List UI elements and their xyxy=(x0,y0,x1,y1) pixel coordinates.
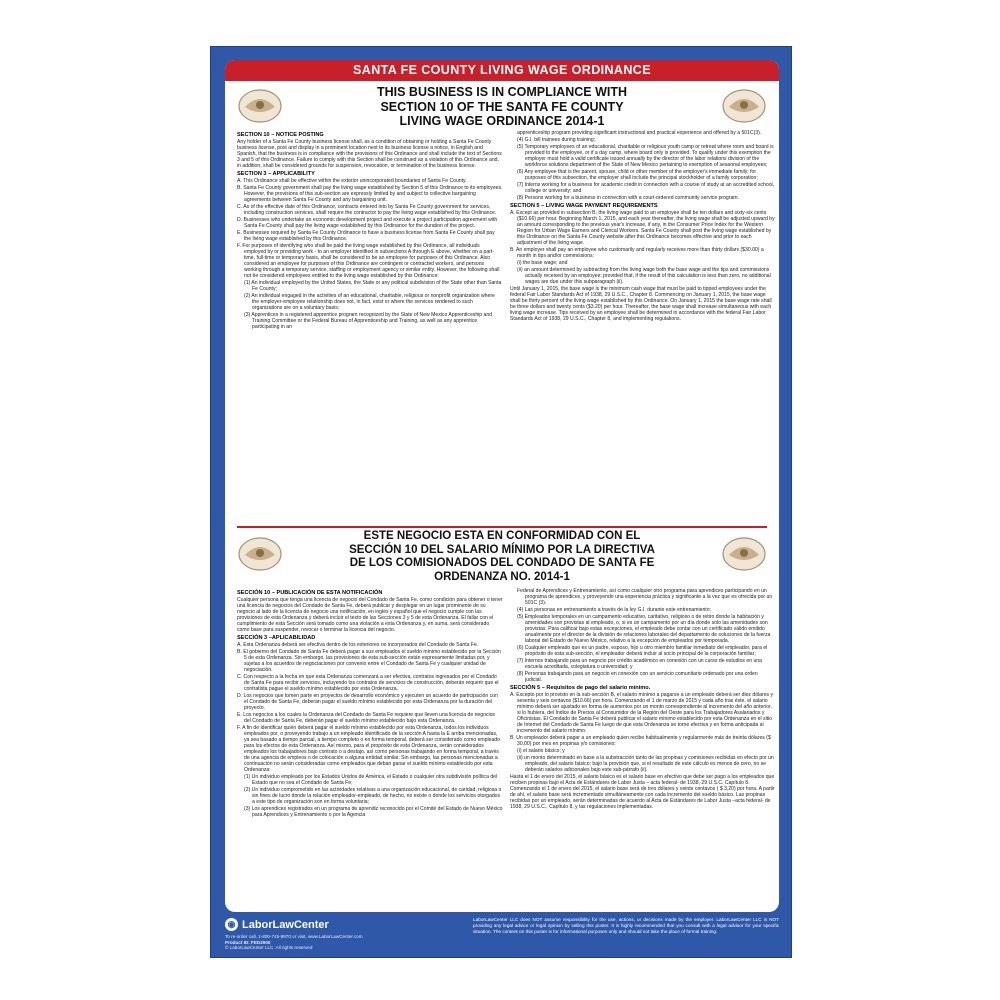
paragraph: B. Un empleador deberá pagar a un empleado quien recibe habitualmente y regularmente más de treinta dólares ($ 30,00) por mes en propinas y/o comisiones: xyxy=(510,735,771,747)
banner-title: SANTA FE COUNTY LIVING WAGE ORDINANCE xyxy=(225,60,779,81)
section-heading: SECTION 5 – LIVING WAGE PAYMENT REQUIREMENTS xyxy=(510,203,658,209)
paragraph: (4) G.I. bill trainees during training; xyxy=(517,137,596,143)
paragraph: Until January 1, 2015, the base wage is the minimum cash wage that must be paid to tipped employees under the federal Fair Labor Standards Act of 1938, 29 U.S.C., Chapter 8. Commencing on January 1, 2015, the base wage shall be thirty percent of the living wage established by this Ordinance. On January 1, 2015 the base wage rate shall be three dollars and twenty cents ($3.20) per hour. Thereafter, the base wage shall increase simultaneous with each living wage increase. Tips received by an employee shall be determined in accordance with the federal Fair Labor Standards Act of 1938, 29 U.S.C., Chapter 8, and implementing regulations. xyxy=(510,286,772,322)
english-column-right xyxy=(510,130,776,522)
spanish-column-left xyxy=(237,588,503,906)
section-heading: SECCIÓN 3 –APLICABILIDAD xyxy=(237,635,316,641)
paragraph: (ii) un monto determinado en base a la substracción tanto de las propinas y comisiones recibidas en efecto por un empleado, del salario básico; bajo la provisión que, si el resultado de este cálculo es menos de cero, no se deberán salarios adicionales bajo este sub-párrafo (ii). xyxy=(517,755,774,773)
globe-icon: ◉ xyxy=(225,918,238,931)
company-logo: ◉ LaborLawCenter xyxy=(225,918,329,931)
paragraph: (7) Interns working for a business for academic credit in connection with a course of study at an accredited school, college or university; and xyxy=(517,182,775,194)
paragraph: F. A fin de identificar quién deberá pagar el sueldo mínimo establecido por esta Ordenanza, todos los individuos empleados por, o proveyendo trabajo a un empleado identificado de la sección A hasta la E arriba mencionadas, ya sea basado a tiempo parcial, a tiempo completo o en forma temporal, deberá ser considerado como empleado para los efectos de esta Ordenanza. Así mismo, para el propósito de esta Ordenanza, serán considerados empleados los trabajadores bajo contrato o a destajo, así como personas trabajando en forma temporal, a través de una agencia de empleos o de colocación o alguna entidad similar. Sin embargo, las personas mencionadas a continuación no serán consideradas como empleados que deban ganar el sueldo mínimo establecido por esta Ordenanza: xyxy=(237,725,500,773)
paragraph: (ii) an amount determined by subtracting from the living wage both the base wage and the tips and commissions actually received by an employee; provided that, if the result of this calculation is less than zero, no additional wages are due under this subparagraph (ii). xyxy=(517,267,771,285)
paragraph: C. Con respecto a la fecha en que esta Ordenanza comenzará a ser efectiva, contratos ingresados por el Condado de Santa Fe para recibir servicios, incluyendo los contratos de servicios de construcción, deberán requerir que el contratista pague el sueldo mínimo establecido por esta Ordenanza. xyxy=(237,674,499,692)
paragraph: B. Santa Fe County government shall pay the living wage established by Section 5 of this Ordinance to its employees. However, the provisions of this sub-section are expressly limited by and subject to collective bargaining agreements between Santa Fe County and any bargaining unit. xyxy=(237,185,503,203)
paragraph: C. As of the effective date of this Ordinance, contracts entered into by Santa Fe County government for services, including construction services, shall require the contractor to pay the living wage established by this Ordinance. xyxy=(237,204,497,216)
poster xyxy=(210,46,792,958)
county-seal-icon xyxy=(237,87,283,125)
copyright: © LaborLawCenter LLC. All rights reserved xyxy=(225,945,313,951)
paragraph: D. Businesses who undertake an economic development project and execute a project participation agreement with Santa Fe County shall pay the living wage established by this Ordinance for the duration of the project. xyxy=(237,217,498,229)
paragraph: Cualquier persona que tenga una licencia de negocio del Condado de Santa Fe, como condición para obtener o tener una licencia de negocios del Condado de Santa Fe, deberá publicar y desplegar en un lugar prominente de su negocio al lado de la licencia de negocio una notificación, en inglés y español que el negocio cumple con las provisiones de esta Ordenanza y deberá incluir el texto de las Secciones 3 y 5 de esta Ordenanza. El fallar con el cumplimiento de esta Sección será tomado como una violación a esta Ordenanza y, en suma, será considerado como base para suspender, revocar o terminar la licencia del negocio. xyxy=(237,597,503,633)
paragraph: D. Los negocios que tomen parte en proyectos de desarrollo económico y ejecuten un acuerdo de participación con el Condado de Santa Fe, deberán pagar el sueldo mínimo establecido por esta Ordenanza por la duración del proyecto. xyxy=(237,693,498,711)
paragraph: A. Except as provided in subsection B, the living wage paid to an employee shall be ten dollars and sixty-six cents ($10.66) per hour. Beginning March 1, 2015, and each year thereafter, the living wage shall be adjusted upward by an amount corresponding to the previous year's increase, if any, in the Consumer Price Index for the Western Region for Urban Wage Earners and Clerical Workers. Santa Fe County shall post the living wage established by this Ordinance on the Santa Fe County website after this Ordinance becomes effective and prior to each adjustment of the living wage. xyxy=(510,210,775,246)
footer xyxy=(211,912,793,959)
paragraph: E. Los negocios a los cuales la Ordenanza del Condado de Santa Fe requiere que lleven una licencia de negocios del Condado de Santa Fe, deberán pagar el sueldo mínimo establecido bajo esta Ordenanza. xyxy=(237,712,495,724)
county-seal-icon xyxy=(721,87,767,125)
paragraph: (5) Temporary employees of an educational, charitable or religious youth camp or retreat where room and board is provided to the employee, or if a day camp, where board only is provided. To qualify under this exemption the employer must hold a valid certificate issued annually by the director of the labor relations division of the workforce solutions department of the State of New Mexico pertaining to exemption of seasonal employees; xyxy=(517,144,774,168)
county-seal-icon xyxy=(721,535,767,573)
paragraph: (8) Personas trabajando para un negocio en conexión con un servicio comunitario ordenado por una orden judicial. xyxy=(517,671,758,683)
paragraph: A. This Ordinance shall be effective within the exterior unincorporated boundaries of Santa Fe County. xyxy=(237,178,467,184)
paragraph: (1) An individual employed by the United States, the State or any political subdivision of the State other than Santa Fe County; xyxy=(244,280,502,292)
spanish-column-right xyxy=(510,588,776,906)
paragraph: (8) Persons working for a business in connection with a court-ordered community service program. xyxy=(517,195,739,201)
county-seal-icon xyxy=(237,535,283,573)
paragraph: (2) An individual engaged in the activities of an educational, charitable, religious or nonprofit organization where the employer-employee relationship does not, in fact, exist or where the services rendered to such organizations are on a voluntary basis; xyxy=(244,293,495,311)
paragraph: (3) Apprentices in a registered apprentice program recognized by the State of New Mexico Apprenticeship and Training Committee or the Federal Bureau of Apprenticeship and Training, as well as any apprentice participating in an xyxy=(244,312,493,330)
paragraph: (7) Internos trabajando para un negocio por crédito académico en conexión con un curso de estudios en una escuela acreditada, colegiatura o universidad; y xyxy=(517,658,762,670)
paragraph: (5) Empleados temporales en un campamento educativo, caritativo, religioso o de retiro donde la habitación y amenidades son provistas al empleado, o, si es un campamento por un día donde solo las amenidades son provistas. Para calificar bajo estas excepciones, el empleado debe contar con un certificado válido emitido anualmente por el director de la división de relaciones laborales del departamento de soluciones de la fuerza laboral del Estado de Nuevo México, relativo a la excepción de empleados por temporada. xyxy=(517,614,771,644)
paragraph: (6) Cualquier empleado que es un padre, esposo, hijo u otro miembro familiar inmediato del empleador, para el propósito de esta sub-sección, el empleador deberá incluir al socio principal de la corporación familiar; xyxy=(517,645,768,657)
section-heading: SECCIÓN 5 – Requisitos de pago del salario mínimo. xyxy=(510,685,651,691)
paragraph: apprenticeship program providing significant instructional and practical experience and offered by a 501C(3). xyxy=(517,130,762,136)
paragraph: E. Businesses required by Santa Fe County Ordinance to have a business license from Santa Fe County shall pay the living wage established by this Ordinance. xyxy=(237,230,495,242)
disclaimer: LaborLawCenter LLC does NOT assume responsibility for the use, actions, or decisions made by the employer. LaborLawCenter LLC is NOT providing any legal advice or legal opinion by selling this poster. It is highly recommended that you consult with a legal advisor for your specific situation. The content on this poster is for informational purposes only and should not take the place of formal training. xyxy=(473,917,779,935)
paragraph: Any holder of a Santa Fe County business license shall, as a condition of obtaining or holding a Santa Fe County business license, post and display in a prominent location next to its business license a notice, in English and Spanish, that the business is in compliance with the provisions of this Ordinance and shall include the text of Sections 3 and 5 of this Ordinance. Failure to comply with this Section shall be construed as a violation of this Ordinance and, in addition, shall be considered grounds for suspension, revocation, or termination of the business license. xyxy=(237,139,502,169)
paragraph: A. Excepto por lo provisto en la sub-sección B, el salario mínimo a pagarse a un empleado deberá ser diez dólares y sesenta y seis centavos ($10.66) por hora. Comenzando el 1 de marzo de 2015 y cada año tras éste, el salario mínimo deberá ser ajustado en forma de aumentos por un monto correspondiente al incremento del año anterior, si lo hubiera, del Índice de Precios al Consumidor de la Región del Oeste para los Trabajadores Asalariados y Oficinistas. El Condado de Santa Fe deberá publicar el salario mínimo establecido por esta Ordenanza en el sitio de Internet del Condado de Santa Fe luego de que esta Ordenanza se torne efectiva y en forma anticipada al incremento del salario mínimo. xyxy=(510,692,774,734)
paragraph: B. El gobierno del Condado de Santa Fe deberá pagar a sus empleados el sueldo mínimo establecido por la Sección 5 de esta Ordenanza. Sin embargo, las provisiones de esta sub-sección están expresamente limitadas por, y sujetas a los acuerdos de negociaciones por convenio entre el Condado de Santa Fe y cualquier unidad de negociación. xyxy=(237,649,501,673)
paragraph: (3) Los aprendices registrados en un programa de aprendiz reconocido por el Comité del Estado de Nuevo México para Aprendices y Entrenamiento o por la Agencia xyxy=(244,806,503,818)
section-divider xyxy=(237,526,767,528)
section-heading: SECTION 10 – NOTICE POSTING xyxy=(237,132,324,138)
paragraph: (2) Un individuo comprometido en las actividades relativas a una organización educacional, de caridad, religiosa o sin fines de lucro donde la relación empleador-empleado, de hecho, no existe o donde los servicios otorgados a este tipo de organización son en forma voluntaria; xyxy=(244,787,502,805)
paragraph: F. For purposes of identifying who shall be paid the living wage established by this Ordinance, all individuals employed by or providing work - to an employer identified in subsections A through E above, whether on a part-time, full-time or temporary basis, shall be considered to be an employee for purposes of this Ordinance. Also considered an employee for purposes of this Ordinance are contingent or contracted workers, and persons working through a temporary service, staffing or employment agency or similar entity. However, the following shall not be considered employees entitled to the living wage established by this Ordinance: xyxy=(237,243,500,279)
poster-content xyxy=(225,60,779,912)
paragraph: (6) Any employee that is the parent, spouse, child or other member of the employer's immediate family; for purposes of this subsection, the employer shall include the principal stockholder of a family corporation; xyxy=(517,169,758,181)
paragraph: (i) the base wage; and xyxy=(517,260,568,266)
paragraph: (1) Un individuo empleado por los Estados Unidos de América, el Estado o cualquier otra subdivisión política del Estado que no sea el Condado de Santa Fe; xyxy=(244,774,498,786)
paragraph: (4) Las personas en entrenamiento a través de la ley G.I. durante este entrenamiento; xyxy=(517,607,711,613)
footer-fine-print xyxy=(225,934,363,951)
paragraph: Hasta el 1 de enero del 2015, el salario básico es el salario base en efectivo que debe ser pago a los empleados que reciben propinas bajo el Acta de Estándares de Labor Justa – acta federal- de 1938, 29 U.S.C. Capítulo 8. Comenzando el 1 de enero del 2015, el salario base será de tres dólares y veinte centavos ( $ 3,20) por hora. A partir de ahí, el salario base será incrementado simultáneamente con cada incremento del sueldo básico. Las propinas recibidas por un empleado, serán determinadas de acuerdo al Acta de Estándares de Labor Justa –acta federal- de 1938, 29 U.S.C., Capítulo 8, y las regulaciones implementadas. xyxy=(510,774,775,810)
paragraph: A. Esta Ordenanza deberá ser efectiva dentro de los exteriores no incorporados del Condado de Santa Fe. xyxy=(237,642,479,648)
reorder-text: To re-order call, 1-800-745-9970 or visit, www.LaborLawCenter.com xyxy=(225,934,363,939)
paragraph: (i) el salario básico; y xyxy=(517,748,565,754)
section-heading: SECTION 3 – APPLICABILITY xyxy=(237,171,315,177)
paragraph: Federal de Aprendices y Entrenamiento, así como cualquier otro programa para aprendices participando en un programa de aprendices, y proveyendo una experiencia práctica y significante a la vez que es ofrecida por un 501C (3). xyxy=(517,588,773,606)
section-heading: SECCIÓN 10 – PUBLICACIÓN DE ESTA NOTIFICACIÓN xyxy=(237,590,383,596)
product-id: Product ID: FED2900 xyxy=(225,939,271,945)
english-heading: THIS BUSINESS IS IN COMPLIANCE WITH SECTION 10 OF THE SANTA FE COUNTY LIVING WAGE ORDINANCE 2014-1 xyxy=(376,85,627,128)
paragraph: B. An employer shall pay an employee who customarily and regularly receives more than thirty dollars ($30.00) a month in tips and/or commissions: xyxy=(510,247,764,259)
english-column-left xyxy=(237,130,503,522)
spanish-heading: ESTE NEGOCIO ESTA EN CONFORMIDAD CON EL SECCIÓN 10 DEL SALARIO MÍNIMO POR LA DIRECTIVA DE LOS COMISIONADOS DEL CONDADO DE SANTA FE ORDENANZA NO. 2014-1 xyxy=(349,530,655,583)
